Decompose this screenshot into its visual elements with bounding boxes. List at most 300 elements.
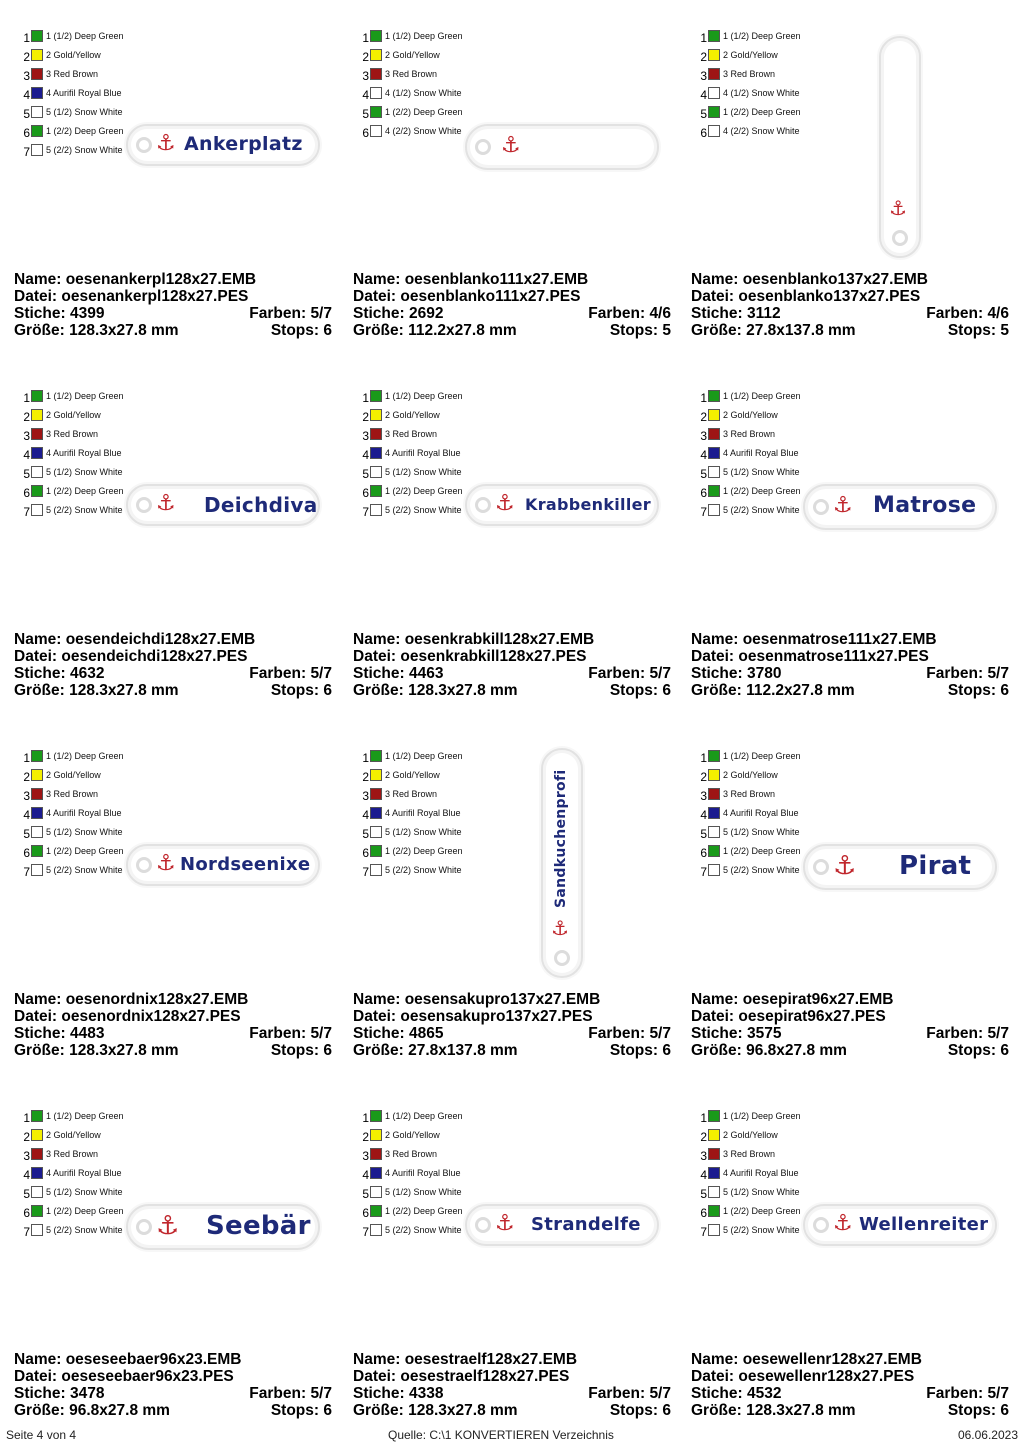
color-swatch: [31, 769, 43, 781]
anchor-icon: ⚓: [833, 493, 853, 518]
colors-label: Farben:: [926, 1385, 984, 1402]
legend-number: 7: [23, 505, 30, 519]
legend-number: 2: [362, 410, 369, 424]
stops-label: Stops:: [947, 1042, 997, 1059]
tag-lettering: Matrose: [873, 493, 977, 519]
legend-number: 4: [362, 808, 369, 822]
color-swatch: [31, 826, 43, 838]
colors-value-group: [249, 1385, 332, 1402]
color-swatch: [370, 390, 382, 402]
design-name: oesewellenr128x27.EMB: [742, 1351, 922, 1368]
color-count: 4/6: [649, 305, 671, 322]
color-swatch: [31, 409, 43, 421]
design-card: [14, 748, 344, 1093]
legend-row: [697, 407, 807, 426]
color-swatch: [31, 864, 43, 876]
legend-row: [697, 1127, 807, 1146]
color-swatch: [370, 87, 382, 99]
legend-row: [20, 47, 130, 66]
legend-number: 5: [362, 827, 369, 841]
color-swatch: [31, 1167, 43, 1179]
eyelet-hole: [554, 950, 570, 966]
color-swatch: [370, 409, 382, 421]
legend-thread-name: 1 (2/2) Deep Green: [723, 1206, 801, 1216]
legend-thread-name: 2 Gold/Yellow: [385, 770, 440, 780]
info-line: [353, 305, 671, 322]
stitch-count: 4865: [409, 1025, 444, 1042]
legend-thread-name: 3 Red Brown: [723, 1149, 776, 1159]
key-tag-outline: [879, 36, 921, 258]
legend-thread-name: 4 Aurifil Royal Blue: [46, 808, 122, 818]
size-label: Größe:: [14, 1042, 65, 1059]
name-label: Name:: [14, 271, 62, 288]
embroidery-preview: [465, 484, 659, 526]
legend-thread-name: 5 (1/2) Snow White: [385, 467, 462, 477]
color-swatch: [370, 1129, 382, 1141]
eyelet-hole: [136, 137, 152, 153]
design-size: 27.8x137.8 mm: [408, 1042, 518, 1059]
info-line: [14, 631, 332, 648]
legend-row: [697, 502, 807, 521]
legend-number: 4: [362, 88, 369, 102]
legend-row: [20, 502, 130, 521]
legend-number: 2: [362, 50, 369, 64]
design-name: oesenblanko111x27.EMB: [404, 271, 589, 288]
embroidery-preview: [126, 124, 320, 166]
color-swatch: [31, 788, 43, 800]
color-swatch: [31, 1110, 43, 1122]
stops-label: Stops:: [609, 1042, 659, 1059]
name-label: Name:: [691, 1351, 739, 1368]
legend-thread-name: 5 (1/2) Snow White: [46, 827, 123, 837]
anchor-icon: ⚓: [156, 1211, 180, 1241]
legend-thread-name: 3 Red Brown: [723, 429, 776, 439]
legend-row: [359, 66, 469, 85]
legend-row: [20, 407, 130, 426]
legend-thread-name: 4 Aurifil Royal Blue: [46, 88, 122, 98]
legend-row: [20, 388, 130, 407]
design-info: [691, 271, 1009, 339]
file-label: Datei:: [691, 648, 735, 665]
embroidery-preview: [126, 844, 320, 886]
colors-label: Farben:: [588, 665, 646, 682]
info-line: [14, 1351, 332, 1368]
legend-thread-name: 3 Red Brown: [385, 69, 438, 79]
legend-row: [697, 104, 807, 123]
design-info: [691, 1351, 1009, 1419]
color-swatch: [708, 68, 720, 80]
thread-color-legend: [697, 388, 807, 521]
design-file: oesenblanko111x27.PES: [400, 288, 581, 305]
color-swatch: [31, 750, 43, 762]
design-name: oesenkrabkill128x27.EMB: [404, 631, 595, 648]
info-line: [353, 322, 671, 339]
design-card: [353, 1108, 683, 1453]
legend-number: 4: [700, 808, 707, 822]
legend-row: [20, 862, 130, 881]
stops-value-group: [948, 322, 1009, 339]
size-label: Größe:: [353, 322, 404, 339]
design-name: oesenmatrose111x27.EMB: [742, 631, 937, 648]
legend-number: 1: [362, 1111, 369, 1125]
legend-thread-name: 2 Gold/Yellow: [46, 1130, 101, 1140]
legend-thread-name: 4 Aurifil Royal Blue: [46, 1168, 122, 1178]
color-swatch: [370, 750, 382, 762]
stops-value-group: [271, 1042, 332, 1059]
thread-color-legend: [20, 28, 130, 161]
thread-color-legend: [697, 28, 807, 142]
color-count: 5/7: [987, 1025, 1009, 1042]
design-name: oesestraelf128x27.EMB: [404, 1351, 578, 1368]
legend-row: [697, 1165, 807, 1184]
info-line: [14, 271, 332, 288]
legend-row: [697, 1222, 807, 1241]
design-file: oesenordnix128x27.PES: [61, 1008, 241, 1025]
legend-thread-name: 5 (1/2) Snow White: [46, 467, 123, 477]
info-line: [14, 1402, 332, 1419]
design-size: 128.3x27.8 mm: [408, 1402, 518, 1419]
color-swatch: [708, 49, 720, 61]
tag-lettering: Pirat: [899, 850, 972, 881]
eyelet-hole: [892, 230, 908, 246]
legend-number: 2: [700, 50, 707, 64]
thread-color-legend: [20, 1108, 130, 1241]
design-card: [691, 388, 1021, 733]
name-label: Name:: [14, 1351, 62, 1368]
design-file: oesensakupro137x27.PES: [400, 1008, 593, 1025]
legend-thread-name: 2 Gold/Yellow: [46, 50, 101, 60]
legend-number: 3: [23, 429, 30, 443]
stops-value-group: [271, 322, 332, 339]
color-swatch: [370, 447, 382, 459]
color-swatch: [708, 864, 720, 876]
info-line: [353, 648, 671, 665]
color-count: 5/7: [987, 665, 1009, 682]
thread-color-legend: [20, 748, 130, 881]
colors-label: Farben:: [249, 1385, 307, 1402]
colors-value-group: [926, 665, 1009, 682]
color-swatch: [708, 409, 720, 421]
legend-row: [20, 1108, 130, 1127]
design-info: [14, 631, 332, 699]
key-tag-outline: [465, 124, 659, 170]
legend-row: [20, 824, 130, 843]
eyelet-hole: [813, 859, 829, 875]
anchor-icon: ⚓: [495, 491, 515, 516]
name-label: Name:: [691, 631, 739, 648]
info-line: [691, 1385, 1009, 1402]
colors-label: Farben:: [588, 1025, 646, 1042]
legend-thread-name: 1 (2/2) Deep Green: [723, 846, 801, 856]
legend-number: 5: [23, 1187, 30, 1201]
colors-value-group: [588, 1025, 671, 1042]
stops-label: Stops:: [270, 682, 320, 699]
color-swatch: [708, 845, 720, 857]
design-name: oesendeichdi128x27.EMB: [65, 631, 256, 648]
design-file: oesenblanko137x27.PES: [738, 288, 921, 305]
info-line: [14, 1008, 332, 1025]
design-size: 27.8x137.8 mm: [746, 322, 856, 339]
legend-thread-name: 1 (2/2) Deep Green: [385, 846, 463, 856]
colors-value-group: [926, 305, 1009, 322]
legend-number: 4: [700, 88, 707, 102]
color-count: 5/7: [310, 1385, 332, 1402]
stitches-label: Stiche:: [353, 305, 405, 322]
legend-number: 7: [700, 1225, 707, 1239]
file-label: Datei:: [353, 288, 397, 305]
embroidery-preview: [879, 36, 921, 258]
anchor-icon: ⚓: [156, 491, 176, 516]
color-swatch: [370, 845, 382, 857]
legend-row: [697, 483, 807, 502]
color-swatch: [708, 447, 720, 459]
legend-number: 4: [23, 448, 30, 462]
color-swatch: [708, 750, 720, 762]
info-line: [691, 991, 1009, 1008]
info-line: [691, 1042, 1009, 1059]
legend-number: 3: [23, 69, 30, 83]
legend-thread-name: 4 (1/2) Snow White: [385, 88, 462, 98]
eyelet-hole: [813, 1217, 829, 1233]
legend-thread-name: 1 (1/2) Deep Green: [46, 391, 124, 401]
info-line: [691, 322, 1009, 339]
design-name: oesenankerpl128x27.EMB: [65, 271, 257, 288]
legend-row: [20, 767, 130, 786]
legend-number: 6: [700, 1206, 707, 1220]
color-count: 5/7: [649, 1385, 671, 1402]
info-line: [353, 631, 671, 648]
stops-count: 5: [662, 322, 671, 339]
color-swatch: [31, 106, 43, 118]
legend-number: 1: [23, 31, 30, 45]
tag-lettering: Nordseenixe: [180, 853, 311, 875]
tag-lettering: Krabbenkiller: [525, 495, 651, 515]
legend-thread-name: 4 (1/2) Snow White: [723, 88, 800, 98]
design-card: [14, 1108, 344, 1453]
legend-thread-name: 5 (2/2) Snow White: [46, 505, 123, 515]
stitch-count: 4483: [70, 1025, 105, 1042]
anchor-icon: ⚓: [156, 131, 176, 156]
color-swatch: [708, 1110, 720, 1122]
anchor-icon: ⚓: [501, 133, 521, 158]
legend-thread-name: 3 Red Brown: [46, 69, 99, 79]
anchor-icon: ⚓: [833, 1211, 853, 1236]
info-line: [353, 1368, 671, 1385]
tag-lettering: Strandelfe: [531, 1213, 641, 1235]
legend-row: [359, 1127, 469, 1146]
design-name: oesensakupro137x27.EMB: [404, 991, 601, 1008]
color-swatch: [708, 1224, 720, 1236]
legend-thread-name: 1 (2/2) Deep Green: [46, 1206, 124, 1216]
stitches-label: Stiche:: [353, 1025, 405, 1042]
info-line: [691, 682, 1009, 699]
colors-label: Farben:: [588, 1385, 646, 1402]
stops-count: 5: [1000, 322, 1009, 339]
stops-count: 6: [323, 322, 332, 339]
legend-thread-name: 3 Red Brown: [46, 1149, 99, 1159]
footer-page-number: Seite 4 von 4: [6, 1428, 77, 1442]
legend-number: 3: [362, 429, 369, 443]
legend-number: 5: [362, 107, 369, 121]
design-info: [353, 1351, 671, 1419]
legend-number: 6: [362, 1206, 369, 1220]
design-file: oesewellenr128x27.PES: [738, 1368, 915, 1385]
eyelet-hole: [136, 1219, 152, 1235]
colors-value-group: [249, 305, 332, 322]
name-label: Name:: [353, 1351, 401, 1368]
legend-thread-name: 2 Gold/Yellow: [723, 410, 778, 420]
legend-row: [697, 1203, 807, 1222]
color-swatch: [370, 485, 382, 497]
legend-row: [697, 786, 807, 805]
color-swatch: [370, 30, 382, 42]
legend-row: [20, 464, 130, 483]
legend-row: [20, 85, 130, 104]
legend-thread-name: 3 Red Brown: [46, 789, 99, 799]
tag-lettering: Deichdiva: [204, 492, 318, 517]
legend-row: [697, 862, 807, 881]
legend-row: [20, 786, 130, 805]
legend-row: [697, 1146, 807, 1165]
legend-row: [20, 66, 130, 85]
file-label: Datei:: [691, 1008, 735, 1025]
color-swatch: [708, 504, 720, 516]
stitches-label: Stiche:: [14, 665, 66, 682]
stops-label: Stops:: [947, 682, 997, 699]
legend-number: 1: [23, 391, 30, 405]
embroidery-preview: [541, 748, 583, 978]
color-swatch: [31, 845, 43, 857]
stitch-count: 3575: [747, 1025, 782, 1042]
legend-thread-name: 1 (2/2) Deep Green: [723, 107, 801, 117]
colors-label: Farben:: [588, 305, 646, 322]
legend-number: 3: [362, 789, 369, 803]
legend-number: 2: [23, 1130, 30, 1144]
legend-row: [697, 66, 807, 85]
design-size: 128.3x27.8 mm: [69, 322, 179, 339]
stops-count: 6: [1000, 682, 1009, 699]
embroidery-preview: [803, 844, 997, 890]
colors-value-group: [249, 665, 332, 682]
legend-number: 7: [23, 865, 30, 879]
legend-thread-name: 2 Gold/Yellow: [46, 770, 101, 780]
design-card: [691, 748, 1021, 1093]
design-card: [691, 28, 1021, 373]
stops-value-group: [948, 682, 1009, 699]
color-swatch: [370, 1167, 382, 1179]
legend-row: [359, 748, 469, 767]
legend-thread-name: 5 (1/2) Snow White: [46, 107, 123, 117]
design-name: oesenblanko137x27.EMB: [742, 271, 928, 288]
legend-number: 3: [700, 789, 707, 803]
size-label: Größe:: [691, 682, 742, 699]
design-card: [691, 1108, 1021, 1453]
name-label: Name:: [14, 991, 62, 1008]
stops-count: 6: [323, 1402, 332, 1419]
file-label: Datei:: [14, 1368, 58, 1385]
stops-count: 6: [662, 1042, 671, 1059]
color-swatch: [708, 1129, 720, 1141]
color-swatch: [708, 1186, 720, 1198]
legend-thread-name: 2 Gold/Yellow: [46, 410, 101, 420]
legend-thread-name: 3 Red Brown: [385, 1149, 438, 1159]
color-swatch: [370, 1110, 382, 1122]
stitch-count: 4338: [409, 1385, 444, 1402]
stops-value-group: [610, 322, 671, 339]
file-label: Datei:: [14, 1008, 58, 1025]
color-swatch: [708, 106, 720, 118]
info-line: [691, 648, 1009, 665]
legend-thread-name: 5 (1/2) Snow White: [723, 467, 800, 477]
legend-row: [20, 445, 130, 464]
info-line: [691, 1025, 1009, 1042]
legend-number: 1: [700, 751, 707, 765]
stitch-count: 4632: [70, 665, 105, 682]
legend-thread-name: 3 Red Brown: [46, 429, 99, 439]
color-swatch: [370, 428, 382, 440]
legend-number: 3: [23, 789, 30, 803]
stops-count: 6: [1000, 1042, 1009, 1059]
legend-number: 4: [23, 808, 30, 822]
footer-date: 06.06.2023: [957, 1428, 1018, 1442]
legend-row: [359, 767, 469, 786]
tag-lettering: Wellenreiter: [859, 1213, 989, 1235]
size-label: Größe:: [691, 322, 742, 339]
color-swatch: [370, 504, 382, 516]
color-swatch: [31, 466, 43, 478]
stitches-label: Stiche:: [353, 665, 405, 682]
legend-number: 7: [362, 865, 369, 879]
color-swatch: [31, 807, 43, 819]
legend-number: 7: [362, 505, 369, 519]
color-swatch: [708, 807, 720, 819]
color-swatch: [708, 788, 720, 800]
legend-number: 6: [362, 126, 369, 140]
legend-row: [359, 388, 469, 407]
design-info: [353, 991, 671, 1059]
legend-row: [20, 1165, 130, 1184]
info-line: [691, 665, 1009, 682]
color-swatch: [370, 1224, 382, 1236]
info-line: [691, 271, 1009, 288]
tag-lettering: Ankerplatz: [184, 133, 303, 156]
file-label: Datei:: [691, 1368, 735, 1385]
info-line: [14, 288, 332, 305]
legend-number: 2: [700, 1130, 707, 1144]
legend-number: 2: [23, 770, 30, 784]
eyelet-hole: [475, 139, 491, 155]
legend-row: [697, 388, 807, 407]
legend-number: 5: [700, 467, 707, 481]
legend-row: [697, 843, 807, 862]
size-label: Größe:: [353, 682, 404, 699]
info-line: [691, 1351, 1009, 1368]
color-swatch: [31, 125, 43, 137]
color-swatch: [370, 106, 382, 118]
design-file: oesestraelf128x27.PES: [400, 1368, 570, 1385]
size-label: Größe:: [14, 322, 65, 339]
stops-label: Stops:: [947, 322, 997, 339]
eyelet-hole: [475, 1217, 491, 1233]
stops-value-group: [948, 1402, 1009, 1419]
color-swatch: [31, 390, 43, 402]
design-file: oesepirat96x27.PES: [738, 1008, 886, 1025]
legend-thread-name: 1 (2/2) Deep Green: [46, 486, 124, 496]
legend-thread-name: 5 (2/2) Snow White: [723, 865, 800, 875]
color-swatch: [31, 504, 43, 516]
legend-row: [697, 824, 807, 843]
stops-value-group: [948, 1042, 1009, 1059]
